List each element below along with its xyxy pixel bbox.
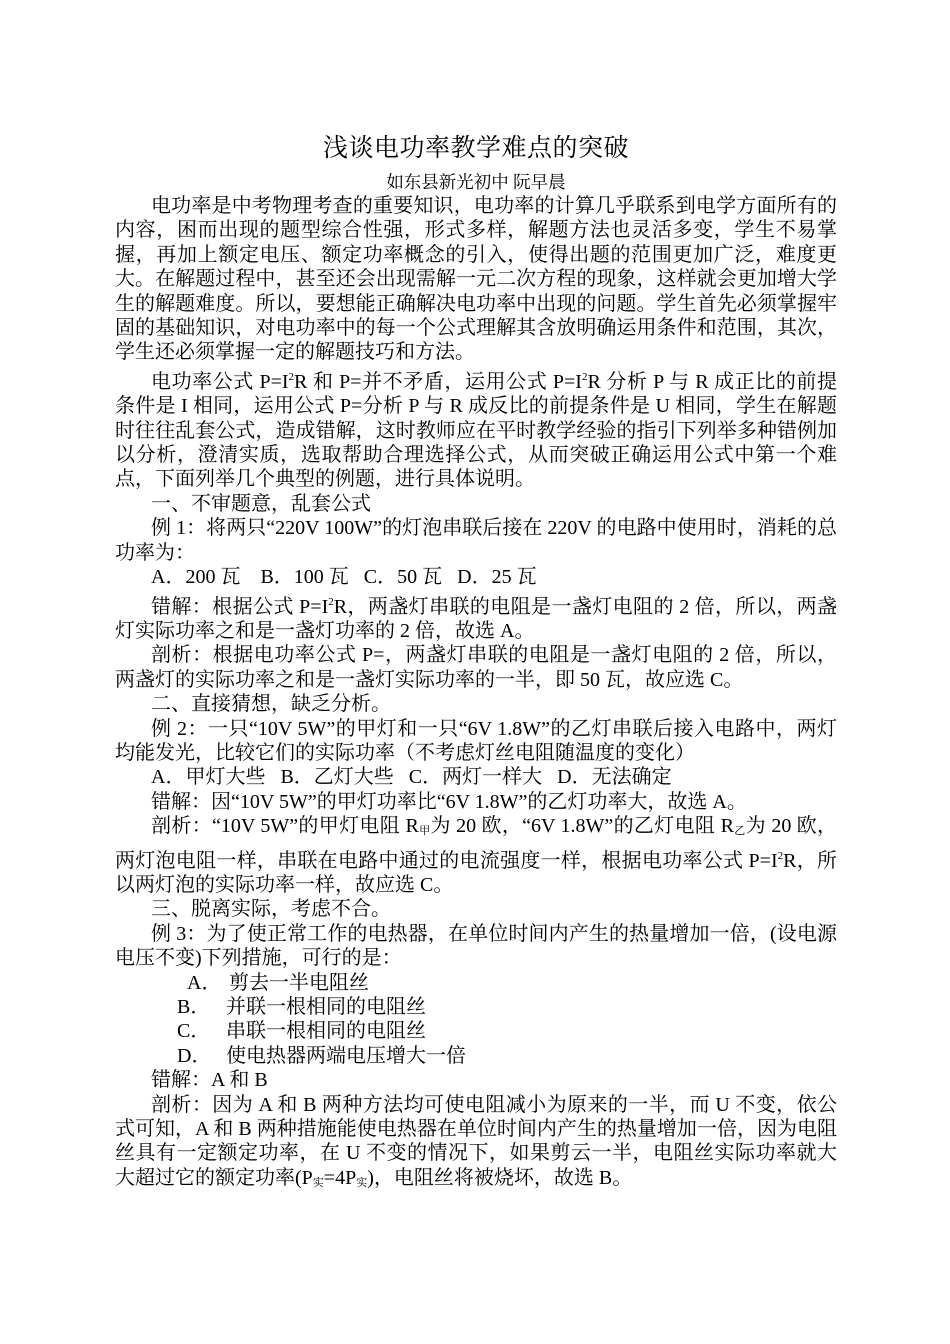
example-2-options: A．甲灯大些 B．乙灯大些 C．两灯一样大 D．无法确定 — [151, 766, 672, 789]
document-page — [115, 130, 837, 1195]
section-heading-1: 一、不审题意，乱套公式 — [151, 492, 371, 515]
example-1-analysis: 剖析：根据电功率公式 P=，两盏灯串联的电阻是一盏灯电阻的 2 倍，所以，两盏灯的实际功率之和是一盏灯实际功率的一半，即 50 瓦，故应选 C。 — [115, 644, 837, 691]
example-2: 例 2：一只“10V 5W”的甲灯和一只“6V 1.8W”的乙灯串联后接入电路中，两灯均能发光，比较它们的实际功率（不考虑灯丝电阻随温度的变化） — [115, 717, 837, 764]
analysis-text-d: R，所以两灯泡的实际功率一样，故应选 C。 — [115, 849, 837, 896]
formula-paragraph — [115, 365, 837, 492]
subscript: 乙 — [733, 825, 746, 838]
document-title: 浅谈电功率教学难点的突破 — [322, 133, 629, 162]
example-1: 例 1：将两只“220V 100W”的灯泡串联后接在 220V 的电路中使用时，消耗的总功率为： — [115, 517, 837, 564]
wrong-text-a: 错解：根据公式 P=I — [151, 595, 329, 618]
formula-text-a: 电功率公式 P=I — [151, 370, 289, 393]
analysis-text-a: 剖析：“10V 5W”的甲灯电阻 R — [151, 815, 419, 838]
wrong-text-b: R，两盏灯串联的电阻是一盏灯电阻的 2 倍，所以，两盏灯实际功率之和是一盏灯功率的 2 倍，故选 A。 — [115, 595, 838, 642]
example-3-analysis — [115, 1093, 837, 1196]
subscript: 实 — [312, 1176, 324, 1189]
option-label: D． — [177, 1044, 212, 1067]
analysis-text-a: 剖析：因为 A 和 B 两种方法均可使电阻减小为原来的一半，而 U 不变，依公式可知，A 和 B 两种措施能使电热器在单位时间内产生的热量增加一倍，因为电阻丝具有一定额定功率，在 U 不变的情况下，如果剪云一半，电阻丝实际功率就大大超过它的额定功率(P — [115, 1093, 837, 1189]
option-label: A． — [187, 971, 222, 994]
superscript: 2 — [288, 370, 295, 383]
superscript: 2 — [581, 370, 588, 383]
example-1-options: A．200 瓦 B．100 瓦 C．50 瓦 D．25 瓦 — [151, 566, 537, 589]
example-3-option-c — [115, 1019, 837, 1043]
superscript: 2 — [777, 849, 784, 862]
option-text: 并联一根相同的电阻丝 — [226, 996, 426, 1018]
analysis-text-c: 为 20 欧，两灯泡电阻一样，串联在电路中通过的电流强度一样，根据电功率公式 P=I — [115, 815, 838, 872]
example-3-option-b — [115, 995, 837, 1019]
analysis-text-b: =4P — [323, 1166, 357, 1189]
subscript: 实 — [356, 1176, 368, 1189]
analysis-text-b: 为 20 欧，“6V 1.8W”的乙灯电阻 R — [430, 815, 734, 838]
option-label: B． — [177, 996, 211, 1018]
analysis-text-c: )，电阻丝将被烧坏，故选 B。 — [367, 1166, 633, 1189]
option-text: 串联一根相同的电阻丝 — [226, 1020, 426, 1043]
subscript: 甲 — [418, 825, 431, 838]
formula-text-c: R 分析 P 与 R 成正比的前提条件是 I 相同，运用公式 P=分析 P 与 R 成反比的前提条件是 U 相同，学生在解题时往往乱套公式，造成错解，这时教师应在平时教学经验的指引下列举多种错例加以分析，澄清实质，选取帮助合理选择公式，从而突破正确运用公式中第一个难点，下面列举几个典型的例题，进行具体说明。 — [115, 370, 838, 491]
option-text: 使电热器两端电压增大一倍 — [226, 1044, 466, 1067]
formula-text-b: R 和 P=并不矛盾，运用公式 P=I — [294, 370, 582, 393]
example-1-wrong-answer — [115, 590, 837, 644]
option-text: 剪去一半电阻丝 — [229, 971, 369, 994]
example-3-option-d — [115, 1044, 837, 1068]
intro-paragraph: 电功率是中考物理考查的重要知识，电功率的计算几乎联系到电学方面所有的内容，困而出现的题型综合性强，形式多样，解题方法也灵活多变，学生不易掌握，再加上额定电压、额定功率概念的引入，使得出题的范围更加广泛，难度更大。在解题过程中，甚至还会出现需解一元二次方程的现象，这样就会更加增大学生的解题难度。所以，要想能正确解决电功率中出现的问题。学生首先必须掌握牢固的基础知识，对电功率中的每一个公式理解其含放明确运用条件和范围，其次，学生还必须掌握一定的解题技巧和方法。 — [115, 195, 837, 364]
option-label: C． — [177, 1020, 211, 1043]
example-2-analysis — [115, 814, 837, 897]
section-heading-3: 三、脱离实际，考虑不合。 — [151, 898, 391, 921]
example-3-option-a — [115, 971, 837, 995]
superscript: 2 — [328, 595, 334, 608]
section-heading-2: 二、直接猜想，缺乏分析。 — [151, 693, 391, 716]
example-2-wrong-answer: 错解：因“10V 5W”的甲灯功率比“6V 1.8W”的乙灯功率大，故选 A。 — [151, 790, 747, 813]
author-line: 如东县新光初中 阮早晨 — [386, 172, 566, 192]
example-3: 例 3：为了使正常工作的电热器，在单位时间内产生的热量增加一倍，(设电源电压不变)下列措施，可行的是： — [115, 922, 837, 970]
example-3-wrong-answer: 错解：A 和 B — [151, 1069, 268, 1092]
